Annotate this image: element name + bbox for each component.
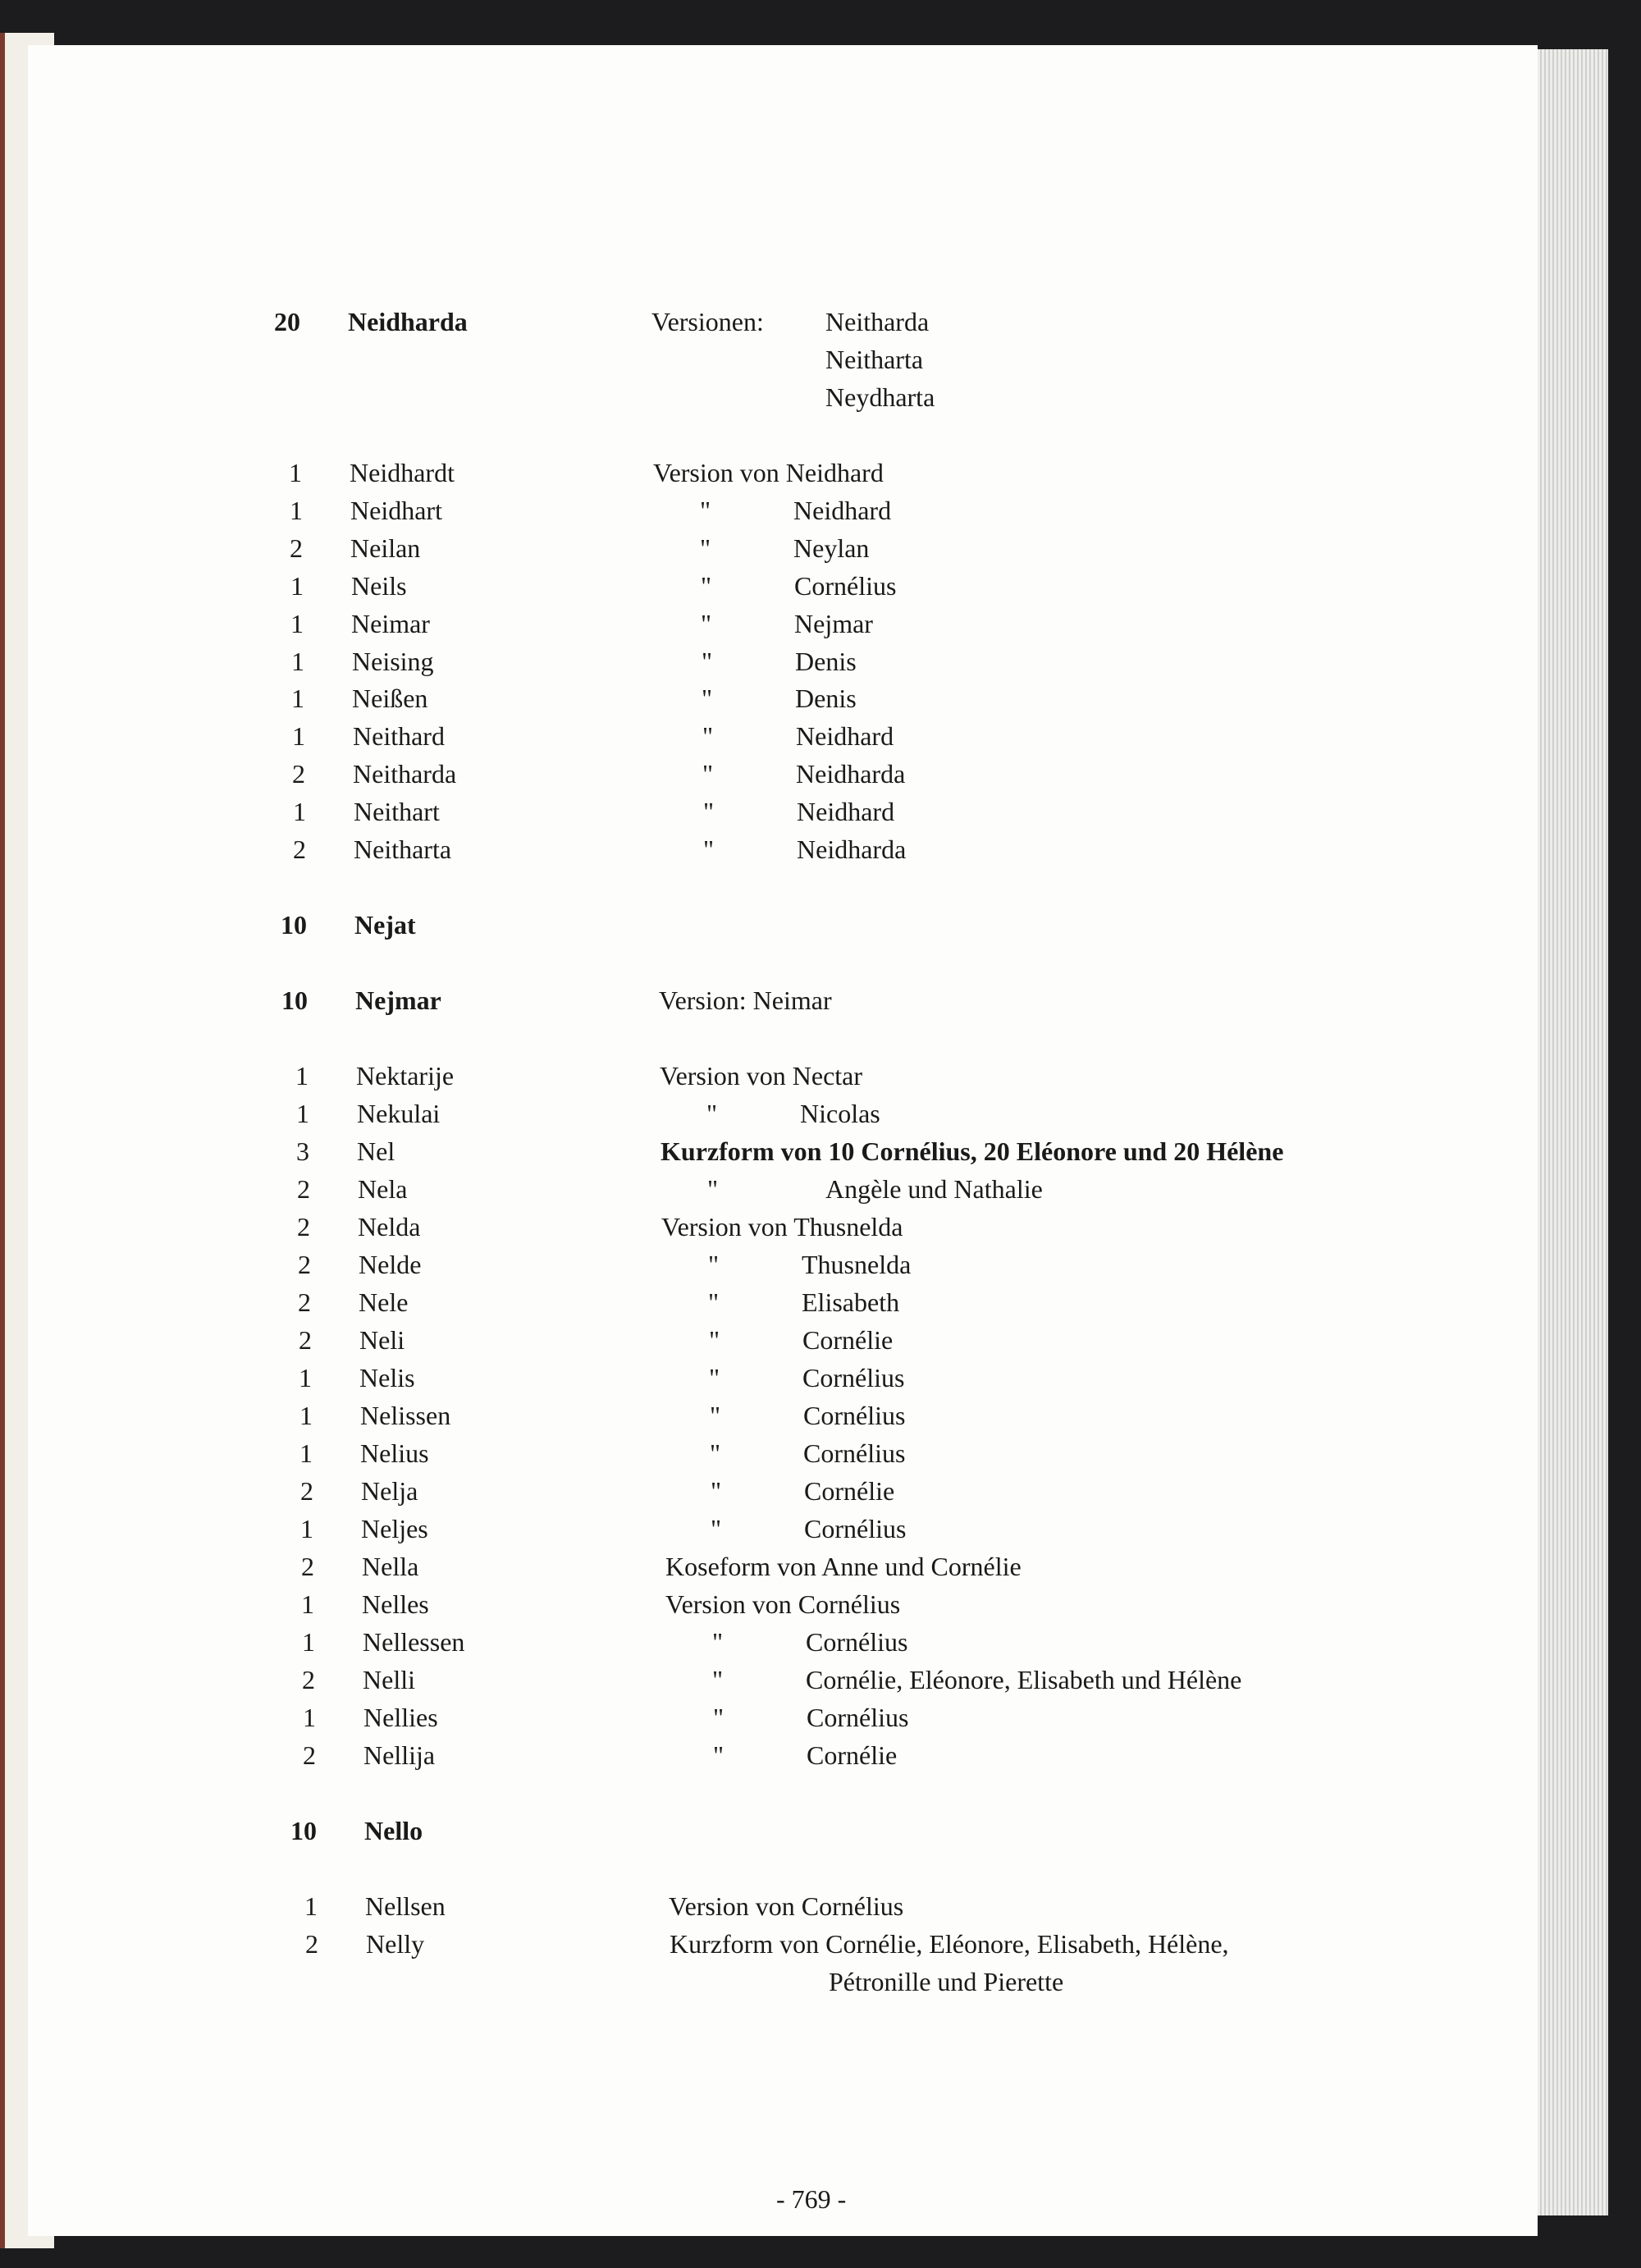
entry-description: " — [703, 797, 715, 826]
list-item — [0, 1585, 1641, 1623]
entry-count: 2 — [300, 1476, 313, 1506]
list-item — [0, 717, 1641, 755]
entry-name: Nelde — [359, 1250, 422, 1279]
entry-name: Nello — [364, 1816, 423, 1845]
entry-description: " — [709, 1363, 720, 1392]
entry-reference: Cornélius — [807, 1703, 909, 1732]
entry-description: " — [712, 1665, 724, 1694]
entry-name: Nelda — [358, 1212, 421, 1241]
entry-description: Kurzform von Cornélie, Eléonore, Elisabeth, Hélène, — [670, 1929, 1229, 1959]
entry-count: 1 — [293, 797, 306, 826]
list-item — [0, 1510, 1641, 1548]
entry-count: 2 — [290, 533, 303, 563]
list-item — [0, 1132, 1641, 1170]
entry-count: 1 — [290, 609, 304, 638]
entry-description: Version von Cornélius — [669, 1891, 904, 1921]
entry-count: 10 — [281, 910, 307, 940]
list-item — [0, 1246, 1641, 1283]
entry-name: Nelissen — [360, 1401, 451, 1430]
entry-name: Nella — [362, 1552, 419, 1581]
list-item — [0, 378, 1641, 416]
entry-reference: Cornélie — [807, 1740, 898, 1770]
list-item — [0, 679, 1641, 717]
entry-reference: Cornélius — [802, 1363, 905, 1392]
entry-description: " — [702, 647, 713, 676]
entry-name: Neils — [351, 571, 407, 601]
list-item — [0, 1359, 1641, 1397]
entry-description-continuation: Pétronille und Pierette — [829, 1967, 1064, 1996]
entry-reference: Thusnelda — [802, 1250, 912, 1279]
entry-count: 1 — [291, 647, 304, 676]
entry-description: " — [710, 1438, 721, 1468]
entry-version: Neitharta — [825, 345, 924, 374]
entry-count: 10 — [281, 985, 308, 1015]
entry-version: Neitharda — [825, 307, 930, 336]
entry-count: 1 — [299, 1438, 313, 1468]
entry-count: 2 — [292, 759, 305, 789]
list-item — [0, 755, 1641, 793]
entry-name: Neising — [352, 647, 434, 676]
entry-name: Neithard — [353, 721, 445, 751]
list-item — [0, 1321, 1641, 1359]
page-number: - 769 - — [776, 2184, 847, 2214]
entry-description: Version von Nectar — [660, 1061, 863, 1091]
list-item — [0, 1623, 1641, 1661]
entry-count: 3 — [296, 1136, 309, 1166]
entry-reference: Denis — [795, 684, 857, 713]
entry-description: " — [702, 684, 713, 713]
list-item — [0, 1472, 1641, 1510]
entry-reference: Denis — [795, 647, 857, 676]
list-item — [0, 1095, 1641, 1132]
list-item — [0, 454, 1641, 492]
entry-name: Nelis — [359, 1363, 415, 1392]
list-item — [0, 830, 1641, 868]
entry-count: 1 — [299, 1401, 313, 1430]
entry-name: Neljes — [361, 1514, 428, 1543]
list-item — [0, 567, 1641, 605]
entry-name: Nelli — [363, 1665, 415, 1694]
entry-reference: Cornélius — [804, 1514, 907, 1543]
entry-reference: Cornélius — [806, 1627, 908, 1657]
entry-name: Neitharda — [353, 759, 457, 789]
entry-reference: Cornélie, Eléonore, Elisabeth und Hélène — [806, 1665, 1242, 1694]
entry-description: " — [703, 834, 715, 864]
entry-name: Nejmar — [355, 985, 441, 1015]
list-item — [0, 1736, 1641, 1774]
entry-name: Neidhart — [350, 496, 442, 525]
entry-description: " — [700, 533, 711, 563]
entry-description: Versionen: — [651, 307, 764, 336]
entry-name: Nekulai — [357, 1099, 441, 1128]
list-item — [0, 529, 1641, 567]
entry-reference: Neidhard — [796, 721, 894, 751]
entry-description: Version: Neimar — [659, 985, 832, 1015]
entry-description: " — [709, 1325, 720, 1355]
entry-reference: Cornélius — [794, 571, 897, 601]
entry-description: " — [708, 1287, 720, 1317]
entry-name: Neithart — [354, 797, 440, 826]
list-item — [0, 1283, 1641, 1321]
entry-count: 2 — [298, 1287, 311, 1317]
list-item — [0, 303, 1641, 341]
entry-name: Nektarije — [356, 1061, 455, 1091]
entry-description: " — [708, 1250, 720, 1279]
entry-reference: Angèle und Nathalie — [825, 1174, 1043, 1204]
entry-name: Nelius — [360, 1438, 429, 1468]
entry-count: 1 — [296, 1099, 309, 1128]
entry-count: 1 — [303, 1703, 316, 1732]
entry-count: 20 — [274, 307, 300, 336]
entry-count: 2 — [299, 1325, 312, 1355]
list-item — [0, 1397, 1641, 1434]
entry-description: " — [702, 759, 714, 789]
entry-name: Nejat — [354, 910, 416, 940]
entry-description: Version von Neidhard — [653, 458, 884, 487]
list-item — [0, 1812, 1641, 1850]
list-item — [0, 1963, 1641, 2001]
entry-count: 2 — [297, 1174, 310, 1204]
entry-name: Neidharda — [348, 307, 468, 336]
list-item — [0, 1208, 1641, 1246]
entry-description: Koseform von Anne und Cornélie — [665, 1552, 1022, 1581]
entry-description: " — [713, 1740, 725, 1770]
entry-count: 1 — [292, 721, 305, 751]
entry-name: Nel — [357, 1136, 395, 1166]
entry-name: Neidhardt — [350, 458, 455, 487]
list-item — [0, 605, 1641, 642]
entry-count: 1 — [302, 1627, 315, 1657]
list-item — [0, 1661, 1641, 1699]
entry-reference: Neidharda — [796, 759, 906, 789]
entry-description: " — [701, 571, 712, 601]
entry-name: Nellies — [363, 1703, 438, 1732]
entry-name: Nelja — [361, 1476, 418, 1506]
entry-name: Nelly — [366, 1929, 425, 1959]
entry-count: 2 — [293, 834, 306, 864]
entry-count: 2 — [303, 1740, 316, 1770]
entry-description: Version von Thusnelda — [661, 1212, 903, 1241]
entry-count: 2 — [305, 1929, 318, 1959]
entry-description: " — [700, 496, 711, 525]
list-item — [0, 1925, 1641, 1963]
entry-name: Neitharta — [354, 834, 452, 864]
entry-count: 1 — [290, 571, 304, 601]
entry-count: 1 — [299, 1363, 312, 1392]
entry-description: " — [707, 1174, 719, 1204]
entry-description: " — [701, 609, 712, 638]
entry-reference: Elisabeth — [802, 1287, 900, 1317]
entry-reference: Neylan — [793, 533, 870, 563]
entry-count: 1 — [300, 1514, 313, 1543]
entry-reference: Cornélie — [802, 1325, 894, 1355]
entry-count: 10 — [290, 1816, 317, 1845]
entry-reference: Cornélius — [803, 1401, 906, 1430]
entry-description: Kurzform von 10 Cornélius, 20 Eléonore und 20 Hélène — [661, 1136, 1284, 1166]
entry-description: " — [713, 1703, 725, 1732]
entry-reference: Neidhard — [793, 496, 892, 525]
list-item — [0, 1548, 1641, 1585]
entry-reference: Neidhard — [797, 797, 895, 826]
entry-name: Neilan — [350, 533, 421, 563]
entry-name: Nelles — [362, 1589, 429, 1619]
entry-count: 1 — [289, 458, 302, 487]
entry-reference: Nicolas — [800, 1099, 880, 1128]
list-item — [0, 341, 1641, 378]
entry-count: 2 — [302, 1665, 315, 1694]
entry-count: 1 — [304, 1891, 318, 1921]
list-item — [0, 1887, 1641, 1925]
entry-name: Nellessen — [363, 1627, 465, 1657]
entry-reference: Cornélie — [804, 1476, 895, 1506]
list-item — [0, 492, 1641, 529]
entry-reference: Cornélius — [803, 1438, 906, 1468]
list-item — [0, 981, 1641, 1019]
entry-count: 2 — [301, 1552, 314, 1581]
entry-description: " — [710, 1401, 721, 1430]
list-item — [0, 1434, 1641, 1472]
entry-name: Neißen — [352, 684, 428, 713]
entry-name: Nellija — [363, 1740, 436, 1770]
list-item — [0, 793, 1641, 830]
list-item — [0, 1057, 1641, 1095]
entry-reference: Neidharda — [797, 834, 907, 864]
entry-description: " — [706, 1099, 718, 1128]
entry-description: " — [702, 721, 714, 751]
entry-count: 1 — [291, 684, 304, 713]
entry-count: 2 — [297, 1212, 310, 1241]
entry-name: Nellsen — [365, 1891, 446, 1921]
entry-count: 1 — [290, 496, 303, 525]
list-item — [0, 906, 1641, 944]
entry-name: Nele — [359, 1287, 409, 1317]
entry-name: Neli — [359, 1325, 405, 1355]
entry-description: " — [711, 1514, 722, 1543]
list-item — [0, 1699, 1641, 1736]
entry-reference: Nejmar — [794, 609, 873, 638]
entry-description: " — [711, 1476, 722, 1506]
entry-name: Nela — [358, 1174, 408, 1204]
list-item — [0, 642, 1641, 680]
entry-name: Neimar — [351, 609, 430, 638]
entry-version: Neydharta — [825, 382, 935, 412]
list-item — [0, 1170, 1641, 1208]
entry-count: 1 — [301, 1589, 314, 1619]
entry-count: 1 — [295, 1061, 309, 1091]
entry-description: " — [712, 1627, 724, 1657]
entry-description: Version von Cornélius — [665, 1589, 901, 1619]
entry-count: 2 — [298, 1250, 311, 1279]
